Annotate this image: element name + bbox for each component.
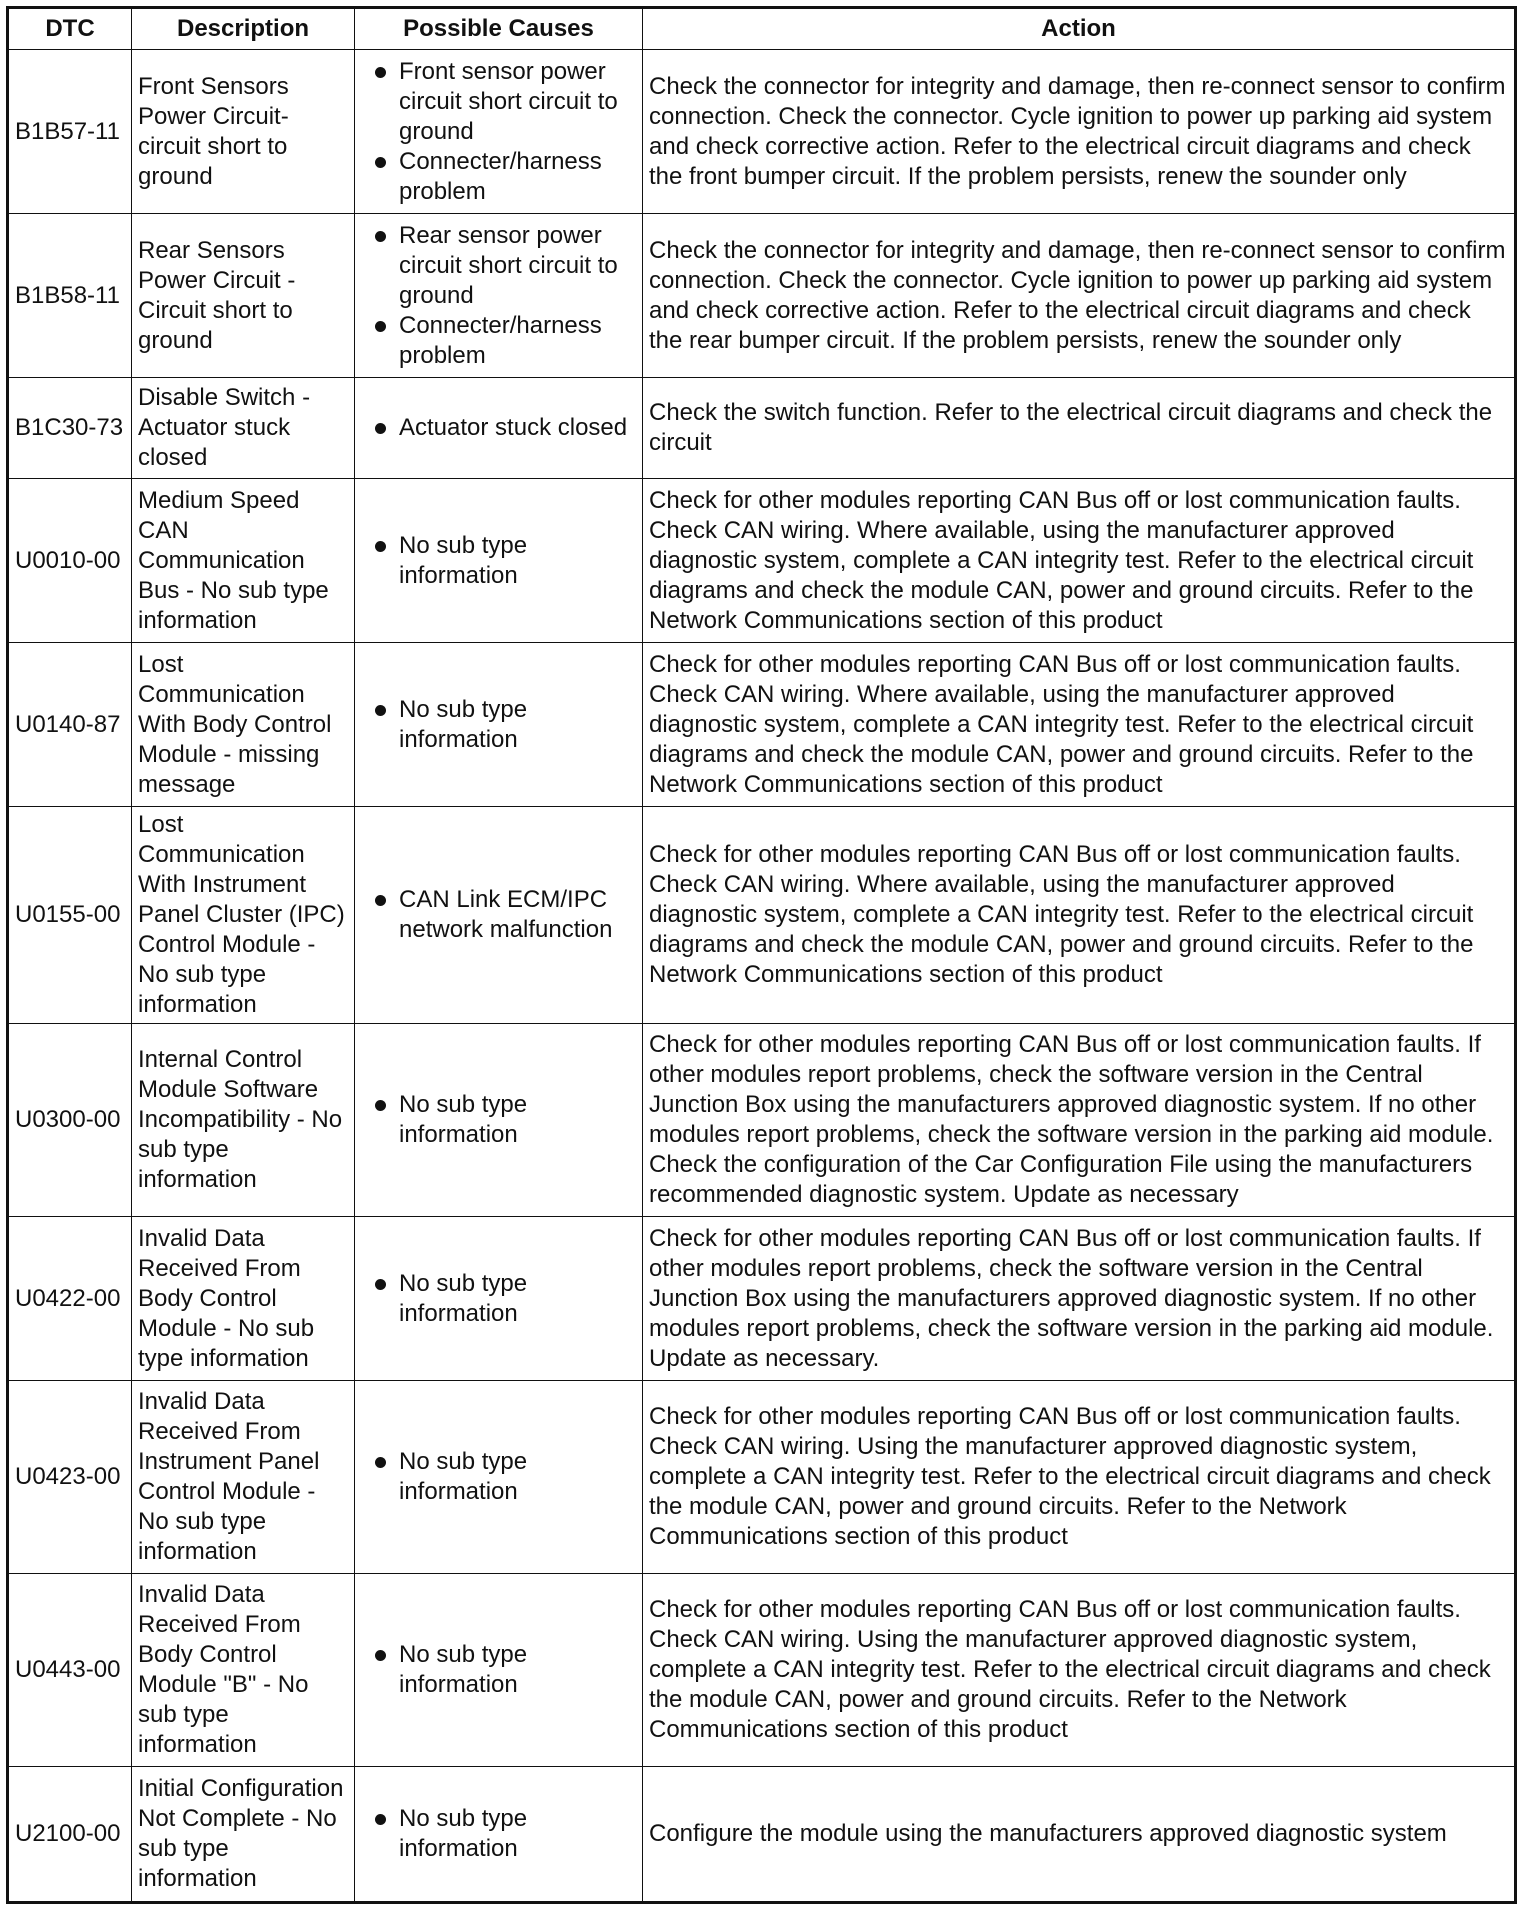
possible-cause-text: Actuator stuck closed [399, 414, 628, 441]
dtc-code: U0140-87 [8, 643, 132, 807]
possible-cause-item [361, 531, 636, 591]
dtc-code: U0422-00 [8, 1217, 132, 1381]
bullet-icon [375, 423, 386, 434]
possible-cause-item [361, 1090, 636, 1150]
possible-causes-cell [355, 643, 643, 807]
possible-cause-text: Connecter/harness problem [399, 147, 602, 205]
action-text: Check for other modules reporting CAN Bus off or lost communication faults. If other modules report problems, check the software version in the Central Junction Box using the manufacturers approved diagnostic system. If no other modules report problems, check the software version in the parking aid module. Check the configuration of the Car Configuration File using the manufacturers recommended diagnostic system. Update as necessary [643, 1024, 1516, 1217]
possible-cause-text: No sub type information [399, 1448, 528, 1505]
possible-cause-item [361, 885, 636, 945]
possible-causes-cell [355, 1381, 643, 1574]
dtc-code: B1B57-11 [8, 50, 132, 214]
possible-cause-item [361, 1640, 636, 1700]
possible-causes-cell [355, 1217, 643, 1381]
possible-cause-text: No sub type information [399, 1641, 528, 1698]
bullet-icon [375, 231, 386, 242]
dtc-code: U0443-00 [8, 1574, 132, 1767]
possible-causes-list [361, 1804, 636, 1864]
dtc-description: Medium Speed CAN Communication Bus - No sub type information [132, 479, 355, 643]
table-row [8, 1574, 1516, 1767]
action-text: Check for other modules reporting CAN Bus off or lost communication faults. Check CAN wiring. Where available, using the manufacturer approved diagnostic system, complete a CAN integrity test. Refer to the electrical circuit diagrams and check the module CAN, power and ground circuits. Refer to the Network Communications section of this product [643, 807, 1516, 1024]
table-row [8, 378, 1516, 479]
possible-causes-cell [355, 1767, 643, 1903]
possible-cause-text: No sub type information [399, 695, 528, 753]
header-possible-causes: Possible Causes [355, 8, 643, 50]
possible-cause-text: No sub type information [399, 1805, 528, 1862]
dtc-code: U0423-00 [8, 1381, 132, 1574]
bullet-icon [375, 157, 386, 168]
action-text: Check the switch function. Refer to the electrical circuit diagrams and check the circuit [643, 378, 1516, 479]
possible-cause-item [361, 311, 636, 371]
dtc-description: Lost Communication With Body Control Module - missing message [132, 643, 355, 807]
dtc-description: Front Sensors Power Circuit- circuit short to ground [132, 50, 355, 214]
dtc-code: B1C30-73 [8, 378, 132, 479]
possible-causes-cell [355, 214, 643, 378]
possible-cause-text: No sub type information [399, 1091, 528, 1148]
table-row [8, 643, 1516, 807]
dtc-code: U0155-00 [8, 807, 132, 1024]
possible-causes-list [361, 413, 636, 443]
possible-cause-text: No sub type information [399, 531, 528, 589]
possible-cause-item [361, 413, 636, 443]
possible-cause-item [361, 1447, 636, 1507]
dtc-description: Lost Communication With Instrument Panel Cluster (IPC) Control Module - No sub type information [132, 807, 355, 1024]
dtc-description: Invalid Data Received From Instrument Panel Control Module - No sub type information [132, 1381, 355, 1574]
dtc-table [6, 6, 1517, 1904]
possible-cause-text: Connecter/harness problem [399, 311, 602, 369]
table-row [8, 214, 1516, 378]
possible-causes-cell [355, 1024, 643, 1217]
table-row [8, 1217, 1516, 1381]
header-action: Action [643, 8, 1516, 50]
bullet-icon [375, 541, 386, 552]
bullet-icon [375, 1279, 386, 1290]
dtc-description: Disable Switch - Actuator stuck closed [132, 378, 355, 479]
bullet-icon [375, 67, 386, 78]
possible-causes-list [361, 221, 636, 371]
possible-causes-cell [355, 378, 643, 479]
dtc-code: U0300-00 [8, 1024, 132, 1217]
possible-cause-item [361, 147, 636, 207]
table-row [8, 1767, 1516, 1903]
bullet-icon [375, 1814, 386, 1825]
possible-causes-cell [355, 807, 643, 1024]
possible-causes-list [361, 1640, 636, 1700]
bullet-icon [375, 321, 386, 332]
action-text: Check for other modules reporting CAN Bus off or lost communication faults. Check CAN wiring. Using the manufacturer approved diagnostic system, complete a CAN integrity test. Refer to the electrical circuit diagrams and check the module CAN, power and ground circuits. Refer to the Network Communications section of this product [643, 1381, 1516, 1574]
action-text: Check for other modules reporting CAN Bus off or lost communication faults. Check CAN wiring. Where available, using the manufacturer approved diagnostic system, complete a CAN integrity test. Refer to the electrical circuit diagrams and check the module CAN, power and ground circuits. Refer to the Network Communications section of this product [643, 643, 1516, 807]
header-description: Description [132, 8, 355, 50]
table-row [8, 1381, 1516, 1574]
table-row [8, 807, 1516, 1024]
bullet-icon [375, 895, 386, 906]
possible-causes-cell [355, 1574, 643, 1767]
action-text: Check the connector for integrity and damage, then re-connect sensor to confirm connection. Check the connector. Cycle ignition to power up parking aid system and check corrective action. Refer to the electrical circuit diagrams and check the front bumper circuit. If the problem persists, renew the sounder only [643, 50, 1516, 214]
possible-cause-item [361, 221, 636, 311]
possible-causes-cell [355, 50, 643, 214]
dtc-description: Initial Configuration Not Complete - No sub type information [132, 1767, 355, 1903]
possible-causes-list [361, 57, 636, 207]
table-row [8, 479, 1516, 643]
possible-causes-list [361, 531, 636, 591]
possible-cause-text: CAN Link ECM/IPC network malfunction [399, 886, 613, 943]
action-text: Check for other modules reporting CAN Bus off or lost communication faults. Check CAN wiring. Using the manufacturer approved diagnostic system, complete a CAN integrity test. Refer to the electrical circuit diagrams and check the module CAN, power and ground circuits. Refer to the Network Communications section of this product [643, 1574, 1516, 1767]
possible-cause-text: Rear sensor power circuit short circuit to ground [399, 221, 618, 309]
possible-causes-list [361, 1090, 636, 1150]
dtc-description: Invalid Data Received From Body Control Module "B" - No sub type information [132, 1574, 355, 1767]
action-text: Configure the module using the manufacturers approved diagnostic system [643, 1767, 1516, 1903]
dtc-code: U2100-00 [8, 1767, 132, 1903]
action-text: Check for other modules reporting CAN Bus off or lost communication faults. Check CAN wiring. Where available, using the manufacturer approved diagnostic system, complete a CAN integrity test. Refer to the electrical circuit diagrams and check the module CAN, power and ground circuits. Refer to the Network Communications section of this product [643, 479, 1516, 643]
possible-causes-list [361, 1447, 636, 1507]
table-header-row [8, 8, 1516, 50]
dtc-code: U0010-00 [8, 479, 132, 643]
header-dtc: DTC [8, 8, 132, 50]
possible-cause-item [361, 1269, 636, 1329]
dtc-description: Rear Sensors Power Circuit - Circuit short to ground [132, 214, 355, 378]
bullet-icon [375, 705, 386, 716]
dtc-description: Invalid Data Received From Body Control Module - No sub type information [132, 1217, 355, 1381]
action-text: Check for other modules reporting CAN Bus off or lost communication faults. If other modules report problems, check the software version in the Central Junction Box using the manufacturers approved diagnostic system. If no other modules report problems, check the software version in the parking aid module. Update as necessary. [643, 1217, 1516, 1381]
possible-cause-text: No sub type information [399, 1269, 528, 1327]
table-row [8, 1024, 1516, 1217]
dtc-code: B1B58-11 [8, 214, 132, 378]
table-row [8, 50, 1516, 214]
possible-cause-item [361, 695, 636, 755]
bullet-icon [375, 1100, 386, 1111]
action-text: Check the connector for integrity and damage, then re-connect sensor to confirm connection. Check the connector. Cycle ignition to power up parking aid system and check corrective action. Refer to the electrical circuit diagrams and check the rear bumper circuit. If the problem persists, renew the sounder only [643, 214, 1516, 378]
bullet-icon [375, 1457, 386, 1468]
possible-cause-item [361, 1804, 636, 1864]
possible-causes-list [361, 1269, 636, 1329]
dtc-description: Internal Control Module Software Incompatibility - No sub type information [132, 1024, 355, 1217]
possible-cause-item [361, 57, 636, 147]
possible-causes-list [361, 885, 636, 945]
possible-cause-text: Front sensor power circuit short circuit to ground [399, 57, 618, 145]
possible-causes-cell [355, 479, 643, 643]
bullet-icon [375, 1650, 386, 1661]
possible-causes-list [361, 695, 636, 755]
